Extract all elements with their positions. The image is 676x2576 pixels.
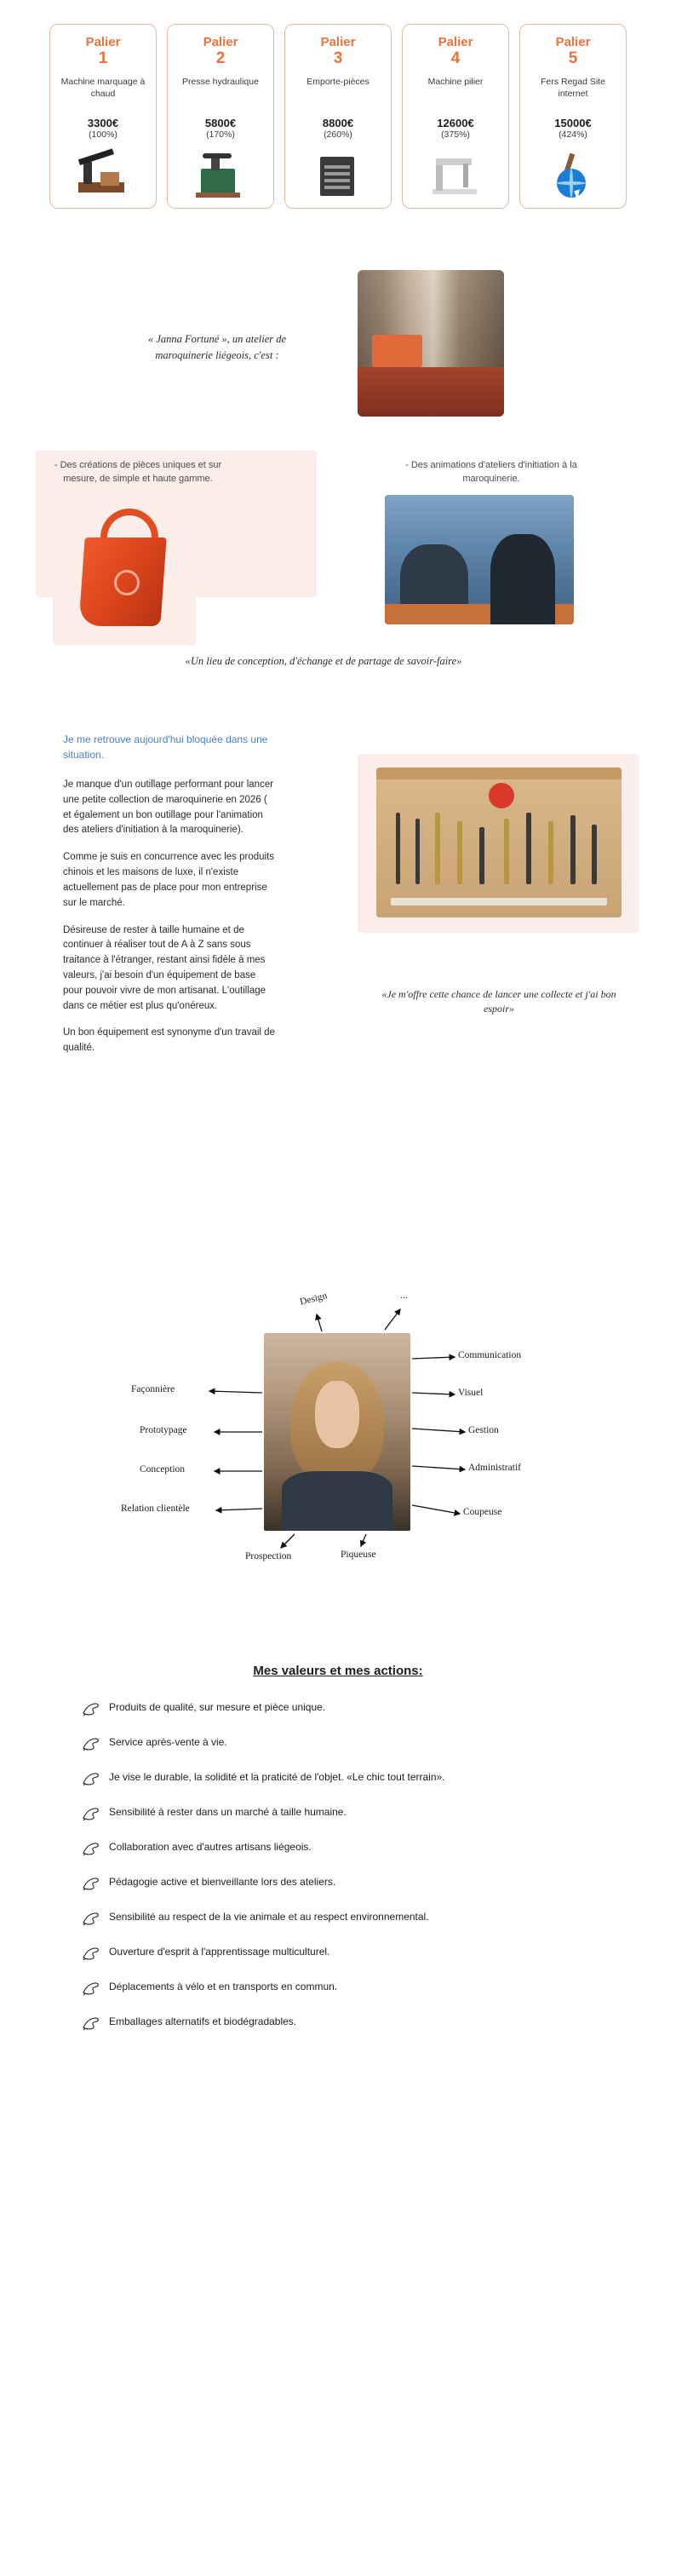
list-item-text: Emballages alternatifs et biodégradables. [109, 2015, 297, 2028]
leather-bag-photo [53, 498, 196, 645]
palier-price: 15000€ [554, 117, 592, 130]
palier-price: 12600€ [437, 117, 474, 130]
palier-description: Machine marquage à chaud [60, 77, 146, 100]
palier-percent: (170%) [206, 129, 235, 141]
list-item-text: Déplacements à vélo et en transports en commun. [109, 1981, 338, 1993]
palier-price: 3300€ [87, 117, 119, 130]
list-item [82, 1700, 610, 1716]
leather-swatch-icon [82, 1876, 100, 1891]
situation-body [63, 778, 276, 1068]
list-item [82, 1945, 610, 1961]
list-item-text: Produits de qualité, sur mesure et pièce unique. [109, 1701, 326, 1714]
workshop-photo [385, 495, 574, 624]
list-item-text: Pédagogie active et bienveillante lors des ateliers. [109, 1876, 336, 1889]
situation-heading: Je me retrouve aujourd'hui bloquée dans une situation. [63, 733, 268, 762]
diagram-label-design: Design [299, 1291, 329, 1308]
leather-swatch-icon [82, 1946, 100, 1961]
palier-card-2 [167, 24, 274, 209]
values-title: Mes valeurs et mes actions: [253, 1664, 423, 1679]
palier-description: Emporte-pièces [306, 77, 370, 88]
palier-title: Palier [85, 35, 121, 49]
diagram-label-piqueuse: Piqueuse [341, 1550, 376, 1561]
diagram-label-communication: Communication [458, 1350, 522, 1361]
atelier-photo [358, 270, 504, 417]
list-item [82, 1805, 610, 1821]
palier-card-3 [284, 24, 392, 209]
leather-swatch-icon [82, 1911, 100, 1926]
values-section [0, 1664, 676, 2084]
diagram-arrows [0, 1285, 676, 1643]
palier-title: Palier [320, 35, 356, 49]
situation-section [0, 732, 676, 1277]
diagram-label-relation-clientele: Relation clientèle [121, 1504, 190, 1515]
palier-number: 2 [215, 49, 226, 68]
list-item [82, 1980, 610, 1996]
list-item [82, 1770, 610, 1786]
palier-number: 4 [450, 49, 461, 68]
offerings-footer-quote: «Un lieu de conception, d'échange et de partage de savoir-faire» [185, 655, 462, 668]
palier-description: Machine pilier [427, 77, 484, 88]
palier-number: 1 [98, 49, 108, 68]
palier-percent: (100%) [89, 129, 117, 141]
offerings-section [0, 451, 676, 706]
palier-description: Fers Regad Site internet [541, 77, 605, 100]
diagram-label-gestion: Gestion [468, 1425, 499, 1436]
situation-paragraph: Je manque d'un outillage performant pour lancer une petite collection de maroquinerie en 2026 ( et également un bon outillage pour l'animation des ateliers d'initiation à la maroquinerie). [63, 779, 274, 836]
leather-swatch-icon [82, 1771, 100, 1786]
roles-diagram-section [0, 1285, 676, 1643]
list-item-text: Sensibilité au respect de la vie animale et au respect environnemental. [109, 1911, 429, 1923]
palier-price: 8800€ [322, 117, 354, 130]
list-item-text: Service après-vente à vie. [109, 1736, 227, 1749]
palier-price: 5800€ [204, 117, 237, 130]
right-caption: - Des animations d'ateliers d'initiation à la maroquinerie. [405, 460, 577, 484]
hot-stamping-machine-icon [70, 147, 136, 199]
diagram-label-administratif: Administratif [468, 1463, 521, 1474]
diagram-label-faconniere: Façonnière [131, 1384, 175, 1395]
intro-section [0, 270, 676, 432]
punch-dies-icon [305, 147, 371, 199]
leather-swatch-icon [82, 1736, 100, 1751]
palier-description: Presse hydraulique [182, 77, 259, 88]
list-item [82, 1840, 610, 1856]
diagram-label-visuel: Visuel [458, 1388, 484, 1399]
situation-paragraph: Désireuse de rester à taille humaine et de continuer à réaliser tout de A à Z sans sous traitance à l'étranger, restant ainsi fidèle à mes valeurs, j'ai besoin d'un équipement de base pour pouvoir vivre de mon artisanat. L'outillage dans ce métier est plus qu'onéreux. [63, 924, 266, 1011]
palier-number: 3 [333, 49, 343, 68]
diagram-label-prospection: Prospection [245, 1551, 292, 1562]
palier-card-4 [402, 24, 509, 209]
diagram-label-prototypage: Prototypage [140, 1425, 187, 1436]
intro-text: « Janna Fortuné », un atelier de maroquinerie liégeois, c'est : [147, 333, 287, 361]
website-globe-icon [540, 147, 606, 199]
list-item-text: Ouverture d'esprit à l'apprentissage multiculturel. [109, 1946, 330, 1958]
palier-number: 5 [568, 49, 578, 68]
palier-title: Palier [438, 35, 473, 49]
palier-percent: (375%) [441, 129, 470, 141]
tools-photo [376, 768, 622, 917]
palier-card-5 [519, 24, 627, 209]
list-item [82, 1735, 610, 1751]
list-item-text: Collaboration avec d'autres artisans liégeois. [109, 1841, 312, 1854]
diagram-label-conception: Conception [140, 1464, 186, 1475]
post-bed-sewing-machine-icon [422, 147, 489, 199]
diagram-label-coupeuse: Coupeuse [463, 1507, 502, 1518]
palier-title: Palier [555, 35, 591, 49]
leather-swatch-icon [82, 1981, 100, 1996]
list-item [82, 1875, 610, 1891]
paliers-row [0, 0, 676, 209]
list-item-text: Sensibilité à rester dans un marché à taille humaine. [109, 1806, 347, 1819]
palier-title: Palier [203, 35, 238, 49]
left-caption: - Des créations de pièces uniques et sur mesure, de simple et haute gamme. [54, 460, 222, 484]
situation-paragraph: Un bon équipement est synonyme d'un travail de qualité. [63, 1027, 275, 1054]
leather-swatch-icon [82, 1701, 100, 1716]
list-item [82, 2015, 610, 2031]
diagram-label-ellipsis: ... [400, 1291, 408, 1302]
hydraulic-press-icon [187, 147, 254, 199]
leather-swatch-icon [82, 2015, 100, 2031]
situation-quote: «Je m'offre cette chance de lancer une collecte et j'ai bon espoir» [381, 988, 616, 1015]
palier-percent: (424%) [559, 129, 587, 141]
leather-swatch-icon [82, 1806, 100, 1821]
list-item-text: Je vise le durable, la solidité et la praticité de l'objet. «Le chic tout terrain». [109, 1771, 445, 1784]
palier-percent: (260%) [324, 129, 352, 141]
leather-swatch-icon [82, 1841, 100, 1856]
list-item [82, 1910, 610, 1926]
situation-paragraph: Comme je suis en concurrence avec les produits chinois et les maisons de luxe, il n'existe actuellement pas de place pour mon entreprise sur le marché. [63, 852, 275, 908]
palier-card-1 [49, 24, 157, 209]
